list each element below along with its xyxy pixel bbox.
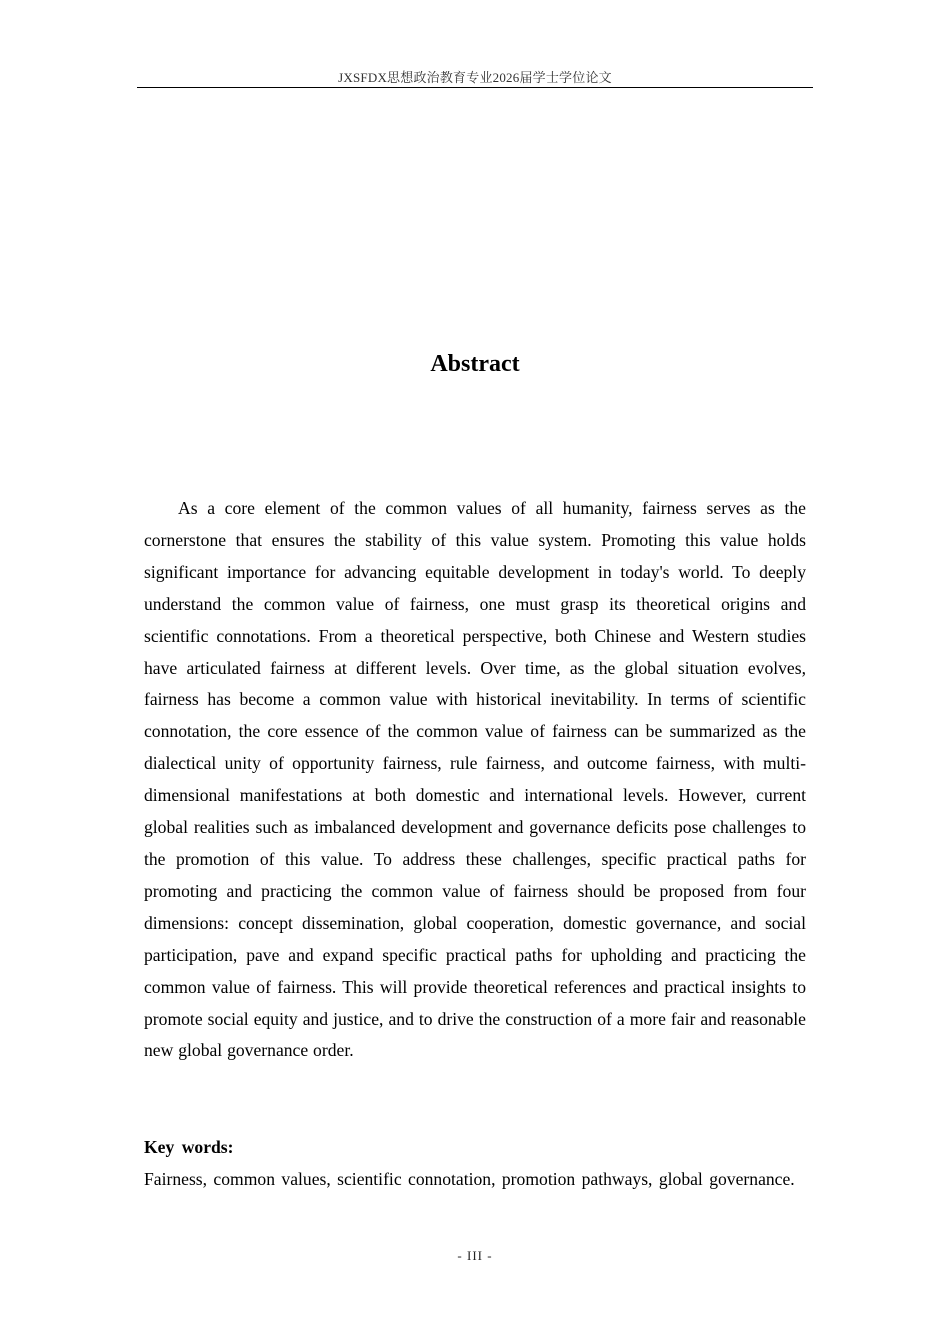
abstract-title: Abstract (430, 351, 520, 377)
abstract-body: As a core element of the common values of all humanity, fairness serves as the cornerstone that ensures the stability of this value system. Promoting this value holds significant importance for advancing equitable development in today's world. To deeply understand the common value of fairness, one must grasp its theoretical origins and scientific connotations. From a theoretical perspective, both Chinese and Western studies have articulated fairness at different levels. Over time, as the global situation evolves, fairness has become a common value with historical inevitability. In terms of scientific connotation, the core essence of the common value of fairness can be summarized as the dialectical unity of opportunity fairness, rule fairness, and outcome fairness, with multi-dimensional manifestations at both domestic and international levels. However, current global realities such as imbalanced development and governance deficits pose challenges to the promotion of this value. To address these challenges, specific practical paths for promoting and practicing the common value of fairness should be proposed from four dimensions: concept dissemination, global cooperation, domestic governance, and social participation, pave and expand specific practical paths for upholding and practicing the common value of fairness. This will provide theoretical references and practical insights to promote social equity and justice, and to drive the construction of a more fair and reasonable new global governance order. (144, 498, 806, 1061)
header-divider (137, 87, 813, 88)
keywords-text: Fairness, common values, scientific connotation, promotion pathways, global governance. (144, 1169, 795, 1189)
page-number: - III - (457, 1248, 493, 1263)
keywords-label: Key words: (144, 1137, 234, 1157)
page-header: JXSFDX思想政治教育专业2026届学士学位论文 (338, 70, 612, 85)
